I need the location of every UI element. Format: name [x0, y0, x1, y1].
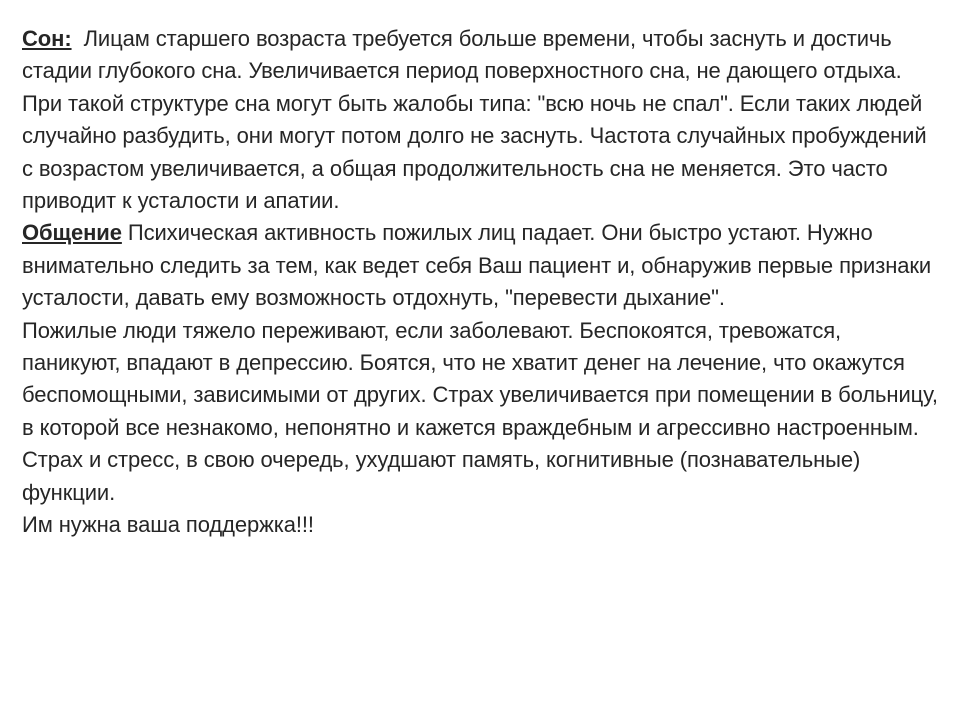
illness-paragraph: Пожилые люди тяжело переживают, если заболевают. Беспокоятся, тревожатся, паникуют, впадают в депрессию. Боятся, что не хватит денег на лечение, что окажутся беспомощными, зависимыми от других. Страх увеличивается при помещении в больницу, в которой все незнакомо, непонятно и кажется враждебным и агрессивно настроенным. Страх и стресс, в свою очередь, ухудшают память, когнитивные (познавательные) функции. [22, 317, 938, 505]
sleep-heading: Сон: [22, 26, 72, 51]
communication-text: Психическая активность пожилых лиц падает. Они быстро устают. Нужно внимательно следить за тем, как ведет себя Ваш пациент и, обнаружив первые признаки усталости, давать ему возможность отдохнуть, "перевести дыхание". [22, 220, 938, 311]
sleep-paragraph [22, 23, 942, 217]
slide-content [22, 23, 942, 542]
communication-heading: Общение [22, 220, 122, 246]
communication-paragraph [22, 217, 942, 314]
sleep-text: Лицам старшего возраста требуется больше времени, чтобы заснуть и достичь стадии глубокого сна. Увеличивается период поверхностного сна, не дающего отдыха. При такой структуре сна могут быть жалобы типа: "всю ночь не спал". Если таких людей случайно разбудить, они могут потом долго не заснуть. Частота случайных пробуждений с возрастом увеличивается, а общая продолжительность сна не меняется. Это часто приводит к усталости и апатии. [22, 26, 933, 214]
closing-line: Им нужна ваша поддержка!!! [22, 512, 314, 538]
